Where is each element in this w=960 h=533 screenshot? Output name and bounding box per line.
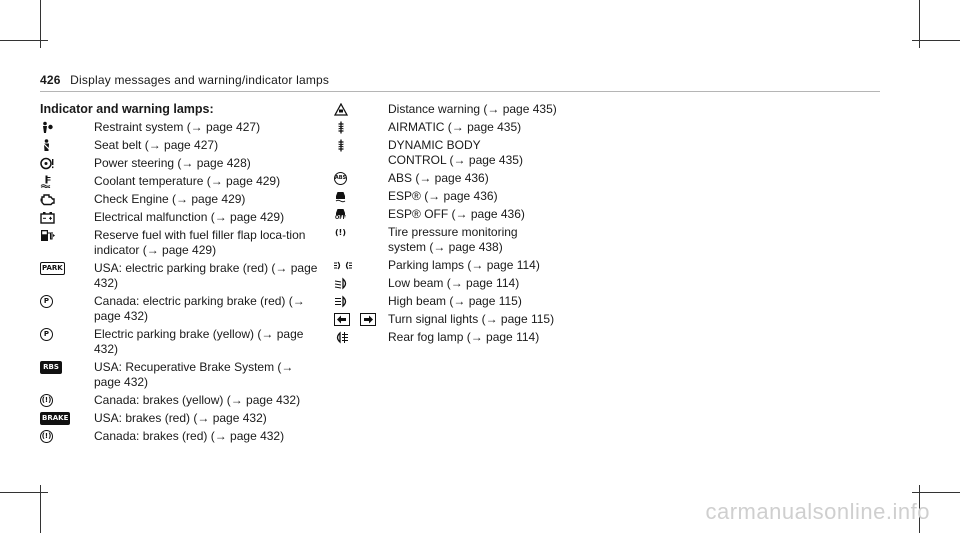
list-item: Power steering (→ page 428) xyxy=(40,156,320,171)
list-item: (!) Canada: brakes (yellow) (→ page 432) xyxy=(41,393,301,407)
section-title: Display messages and warning/indicator lamps xyxy=(70,73,330,87)
left-column xyxy=(40,102,320,447)
list-item: (!) Canada: brakes (red) (→ page 432) xyxy=(41,429,285,443)
park-icon: PARK xyxy=(40,262,65,275)
list-item: P Electric parking brake (yellow) (→ page 432) xyxy=(40,327,320,357)
turn-signal-right-icon xyxy=(360,313,376,326)
tire-pressure-icon: (!) xyxy=(335,228,346,237)
turn-signal-left-icon xyxy=(334,313,350,326)
list-item: Restraint system (→ page 427) xyxy=(40,120,320,135)
list-item: Reserve fuel with fuel filler flap loca-tion indicator (→ page 429) xyxy=(40,228,320,258)
high-beam-icon xyxy=(334,295,349,308)
rear-fog-lamp-icon xyxy=(334,331,349,344)
abs-icon: ABS xyxy=(334,172,347,185)
list-item: ABS ABS (→ page 436) xyxy=(334,171,489,185)
list-item: RBS USA: Recuperative Brake System (→ page 432) xyxy=(40,360,320,390)
power-steering-icon xyxy=(40,157,54,170)
list-item: OFF ESP® OFF (→ page 436) xyxy=(334,207,525,221)
list-item: DYNAMIC BODY CONTROL (→ page 435) xyxy=(334,138,614,168)
list-item: PARK USA: electric parking brake (red) (→ page 432) xyxy=(42,261,318,290)
page-number: 426 xyxy=(40,73,61,87)
list-item: Coolant temperature (→ page 429) xyxy=(40,174,320,189)
airmatic-icon xyxy=(334,121,347,134)
page-header xyxy=(40,73,880,92)
brake-circle-icon: (!) xyxy=(40,430,53,443)
distance-warning-icon xyxy=(334,103,348,116)
list-item: Low beam (→ page 114) xyxy=(334,276,614,291)
parking-brake-circle-icon: P xyxy=(40,295,53,308)
column-title: Indicator and warning lamps: xyxy=(40,102,214,116)
check-engine-icon xyxy=(40,193,56,206)
parking-brake-circle-icon: P xyxy=(40,328,53,341)
crop-mark xyxy=(912,492,960,493)
crop-mark xyxy=(912,40,960,41)
coolant-temperature-icon xyxy=(40,175,53,188)
restraint-system-icon xyxy=(40,121,53,134)
crop-mark xyxy=(0,492,48,493)
list-item: Check Engine (→ page 429) xyxy=(40,192,320,207)
crop-mark xyxy=(0,40,48,41)
battery-icon xyxy=(40,211,55,224)
rbs-icon: RBS xyxy=(40,361,62,374)
list-item: Distance warning (→ page 435) xyxy=(334,102,614,117)
list-item: (!) Tire pressure monitoring system (→ page 438) xyxy=(335,225,518,254)
brake-text-icon: BRAKE xyxy=(40,412,70,425)
list-item: Electrical malfunction (→ page 429) xyxy=(40,210,320,225)
brake-circle-icon: (!) xyxy=(40,394,53,407)
list-item: High beam (→ page 115) xyxy=(334,294,614,309)
list-item: Parking lamps (→ page 114) xyxy=(334,258,614,273)
right-column xyxy=(334,102,614,348)
esp-off-icon: OFF xyxy=(334,208,347,221)
list-item: Turn signal lights (→ page 115) xyxy=(334,312,614,327)
list-item: ESP® (→ page 436) xyxy=(334,189,614,204)
airmatic-icon xyxy=(334,139,347,152)
list-item: Seat belt (→ page 427) xyxy=(40,138,320,153)
list-item: BRAKE USA: brakes (red) (→ page 432) xyxy=(42,411,267,425)
parking-lamps-icon xyxy=(334,259,352,272)
list-item: AIRMATIC (→ page 435) xyxy=(334,120,614,135)
list-item: Rear fog lamp (→ page 114) xyxy=(334,330,614,345)
list-item: P Canada: electric parking brake (red) (→ page 432) xyxy=(40,294,320,324)
fuel-pump-icon xyxy=(40,229,55,242)
watermark: carmanualsonline.info xyxy=(705,499,930,524)
low-beam-icon xyxy=(334,277,349,290)
seat-belt-icon xyxy=(40,139,53,152)
esp-icon xyxy=(334,190,347,203)
